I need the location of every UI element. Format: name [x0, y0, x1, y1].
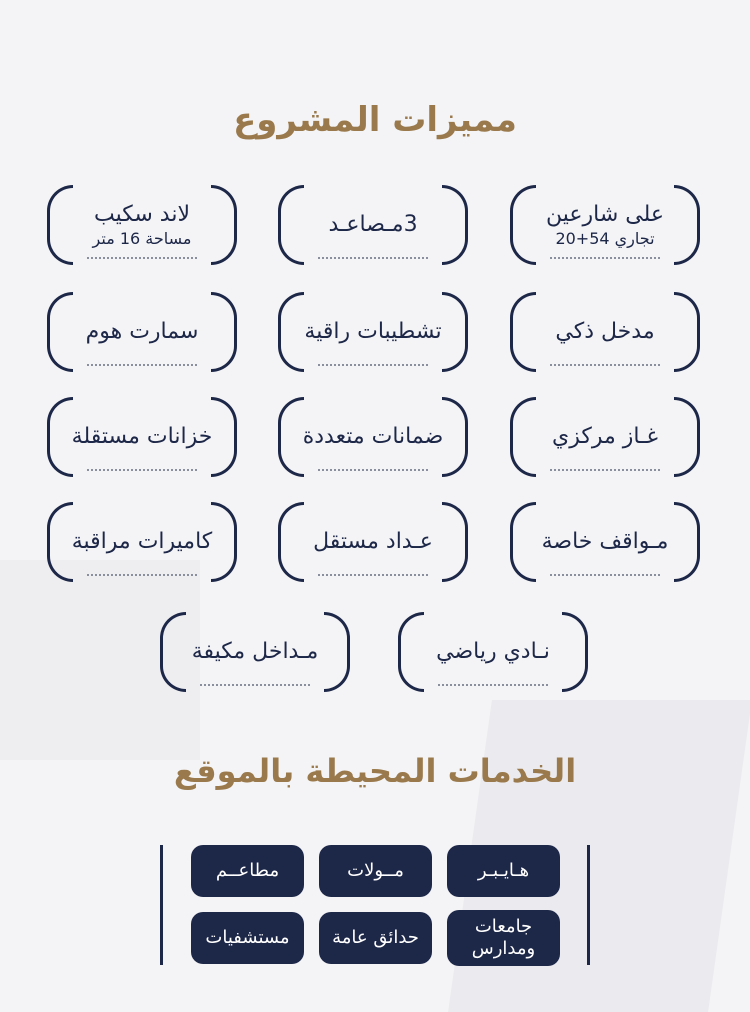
- bracket-left: [398, 612, 424, 692]
- service-badge: [191, 912, 304, 964]
- service-badge: [191, 845, 304, 897]
- service-label: مــولات: [347, 860, 404, 881]
- dotted-divider: [87, 257, 197, 259]
- service-badge: [447, 845, 560, 897]
- feature-label: مدخل ذكي: [555, 319, 655, 344]
- bracket-right: [674, 185, 700, 265]
- dotted-divider: [87, 574, 197, 576]
- feature-label: كاميرات مراقبة: [71, 529, 213, 554]
- feature-label: غـاز مركزي: [551, 424, 659, 449]
- feature-card: [278, 292, 468, 372]
- feature-card: [510, 292, 700, 372]
- bracket-right: [442, 185, 468, 265]
- dotted-divider: [318, 364, 428, 366]
- feature-label: عـداد مستقل: [313, 529, 433, 554]
- dotted-divider: [550, 469, 660, 471]
- feature-card: [47, 185, 237, 265]
- feature-card: [278, 185, 468, 265]
- feature-sublabel: مساحة 16 متر: [92, 229, 192, 248]
- bracket-left: [47, 292, 73, 372]
- feature-card: [160, 612, 350, 692]
- feature-label: ضمانات متعددة: [302, 424, 444, 449]
- services-frame-left: [160, 845, 163, 965]
- dotted-divider: [318, 257, 428, 259]
- bracket-right: [211, 185, 237, 265]
- bracket-left: [278, 502, 304, 582]
- feature-label: سمارت هوم: [85, 319, 199, 344]
- bracket-right: [211, 502, 237, 582]
- bracket-right: [674, 397, 700, 477]
- service-badge: [319, 912, 432, 964]
- bracket-left: [47, 397, 73, 477]
- dotted-divider: [318, 469, 428, 471]
- feature-card: [398, 612, 588, 692]
- services-frame-right: [587, 845, 590, 965]
- bracket-left: [510, 292, 536, 372]
- features-title: مميزات المشروع: [233, 100, 517, 140]
- bracket-left: [47, 185, 73, 265]
- bracket-left: [278, 292, 304, 372]
- service-label: مستشفيات: [205, 927, 290, 948]
- dotted-divider: [87, 364, 197, 366]
- feature-sublabel: تجاري 54+20: [555, 229, 655, 248]
- feature-label: نـادي رياضي: [436, 639, 550, 664]
- bracket-left: [160, 612, 186, 692]
- dotted-divider: [87, 469, 197, 471]
- feature-label: خزانات مستقلة: [71, 424, 213, 449]
- bracket-right: [562, 612, 588, 692]
- feature-card: [510, 185, 700, 265]
- service-label: حدائق عامة: [332, 927, 419, 948]
- bracket-right: [442, 502, 468, 582]
- dotted-divider: [438, 684, 548, 686]
- feature-label: على شارعين: [546, 202, 665, 227]
- services-title: الخدمات المحيطة بالموقع: [173, 752, 577, 790]
- feature-card: [47, 397, 237, 477]
- bracket-right: [442, 397, 468, 477]
- service-label: جامعات ومدارس: [471, 916, 536, 959]
- bracket-right: [324, 612, 350, 692]
- service-badge: [447, 910, 560, 966]
- feature-card: [278, 502, 468, 582]
- feature-label: مـداخل مكيفة: [191, 639, 319, 664]
- bracket-right: [211, 292, 237, 372]
- dotted-divider: [550, 364, 660, 366]
- feature-card: [278, 397, 468, 477]
- feature-label: تشطيبات راقية: [304, 319, 442, 344]
- bracket-left: [278, 185, 304, 265]
- feature-card: [47, 502, 237, 582]
- feature-label: مـواقف خاصة: [541, 529, 669, 554]
- service-badge: [319, 845, 432, 897]
- bracket-left: [510, 502, 536, 582]
- bracket-left: [47, 502, 73, 582]
- bracket-right: [674, 292, 700, 372]
- dotted-divider: [318, 574, 428, 576]
- feature-label: 3مـصاعـد: [328, 212, 418, 237]
- feature-card: [47, 292, 237, 372]
- feature-label: لاند سكيب: [93, 202, 191, 227]
- bracket-left: [510, 185, 536, 265]
- bracket-left: [510, 397, 536, 477]
- feature-card: [510, 502, 700, 582]
- dotted-divider: [200, 684, 310, 686]
- dotted-divider: [550, 574, 660, 576]
- bracket-right: [674, 502, 700, 582]
- feature-card: [510, 397, 700, 477]
- service-label: هـايـبـر: [477, 860, 530, 881]
- service-label: مطاعــم: [215, 860, 280, 881]
- bracket-right: [211, 397, 237, 477]
- dotted-divider: [550, 257, 660, 259]
- bracket-left: [278, 397, 304, 477]
- bracket-right: [442, 292, 468, 372]
